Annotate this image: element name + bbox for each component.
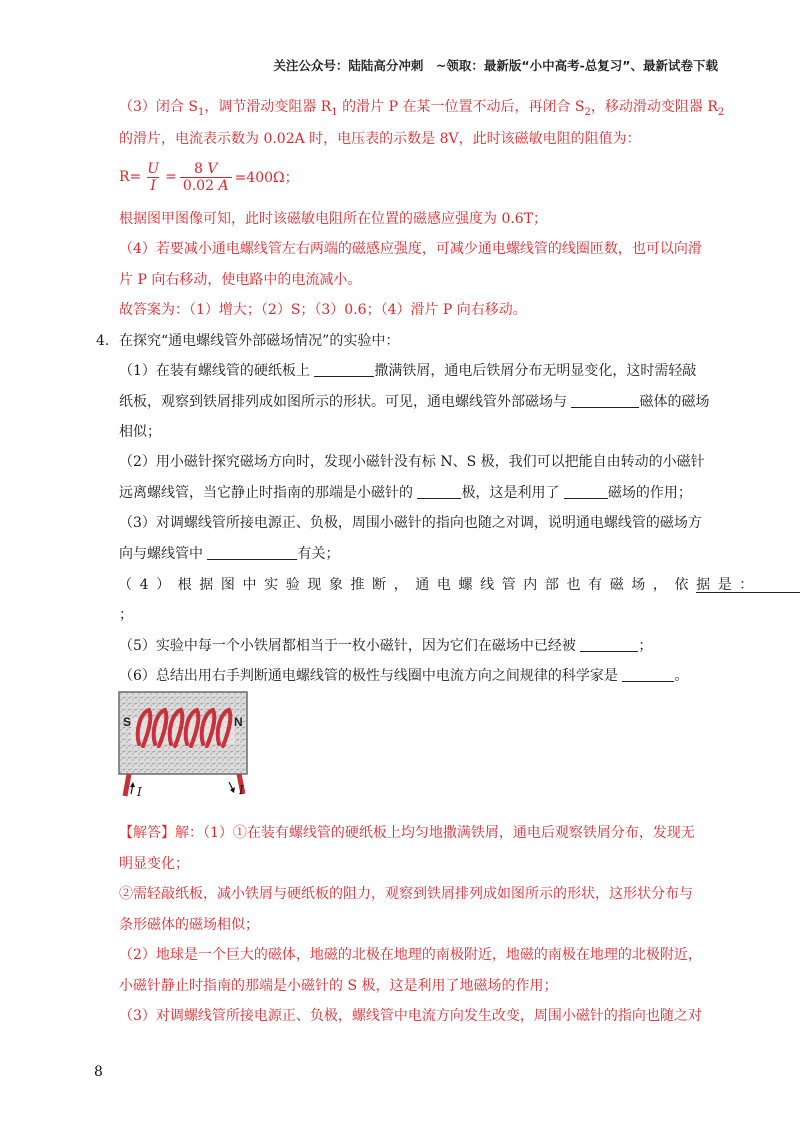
fraction-u-over-i: $\frac{U}{I}$	[147, 160, 160, 194]
question-part4-line1: （4）根据图中实验现象推断，通电螺线管内部也有磁场，依据是：	[118, 577, 761, 593]
solution4-line1: 【解答】解：（1）①在装有螺线管的硬纸板上均匀地撒满铁屑，通电后观察铁屑分布，发现无	[119, 825, 695, 841]
solution-part3-line3: 根据图甲图像可知，此时该磁敏电阻所在位置的磁感应强度为 0.6T；	[119, 211, 548, 227]
solenoid-figure	[117, 690, 249, 800]
lead-wires	[125, 774, 243, 796]
page-number: 8	[94, 1064, 103, 1080]
question-part5: （5）实验中每一个小铁屑都相当于一枚小磁针，因为它们在磁场中已经被 ；	[119, 638, 653, 654]
question-part2-line2: 远离螺线管，当它静止时指南的那端是小磁针的 极，这是利用了 磁场的作用；	[119, 485, 692, 501]
fraction-values: $\frac{8 V}{0.02 A}$	[180, 161, 232, 194]
question-part3-line1: （3）对调螺线管所接电源正、负极，周围小磁针的指向也随之对调，说明通电螺线管的磁场方	[119, 515, 702, 531]
pole-s-label: S	[123, 715, 132, 729]
question-part3-line2: 向与螺线管中 有关；	[119, 546, 340, 562]
question-part6: （6）总结出用右手判断通电螺线管的极性与线圈中电流方向之间规律的科学家是 。	[119, 668, 689, 684]
solution4-line6: 小磁针静止时指南的那端是小磁针的 S 极，这是利用了地磁场的作用；	[119, 978, 558, 994]
question-part2-line1: （2）用小磁针探究磁场方向时，发现小磁针没有标 N、S 极，我们可以把能自由转动的小磁针	[119, 454, 705, 470]
blank-8[interactable]	[622, 667, 674, 682]
question-part1-line2: 纸板，观察到铁屑排列成如图所示的形状。可见，通电螺线管外部磁场与 磁体的磁场	[119, 394, 710, 410]
question-stem: 在探究“通电螺线管外部磁场情况”的实验中：	[119, 333, 400, 349]
question-part4-line2: ；	[119, 607, 133, 623]
solution-part3-line1: （3）闭合 $S_1$，调节滑动变阻器 $R_1$ 的滑片 P 在某一位置不动后，再闭合 $S_2$，移动滑动变阻器 $R_2$	[119, 99, 725, 118]
solution-part3-line2: 的滑片，电流表示数为 0.02A 时，电压表的示数是 8V，此时该磁敏电阻的阻值为：	[119, 131, 641, 147]
blank-5[interactable]	[207, 545, 297, 560]
solution4-line5: （2）地球是一个巨大的磁体，地磁的北极在地理的南极附近，地磁的南极在地理的北极附近，	[119, 947, 702, 963]
blank-3[interactable]	[417, 484, 461, 499]
blank-6[interactable]	[696, 578, 800, 593]
question-part1-line1: （1）在装有螺线管的硬纸板上 撒满铁屑，通电后铁屑分布无明显变化，这时需轻敲	[119, 363, 697, 379]
current-label-right: I	[239, 783, 244, 797]
page-header: 关注公众号：陆陆高分冲刺 ~领取：最新版“小中高考-总复习”、最新试卷下载	[273, 58, 718, 73]
blank-1[interactable]	[314, 362, 374, 377]
current-arrow-right	[229, 782, 235, 793]
current-arrow-left	[130, 782, 135, 794]
current-label-left: I	[137, 785, 142, 799]
solution-part4-line1: （4）若要减小通电螺线管左右两端的磁感应强度，可减少通电螺线管的线圈匝数，也可以向滑	[119, 241, 702, 257]
question-part1-line3: 相似；	[119, 424, 161, 440]
pole-n-label: N	[234, 715, 243, 729]
solution4-line2: 明显变化；	[119, 856, 189, 872]
solution4-line3: ②需轻敲纸板，减小铁屑与硬纸板的阻力，观察到铁屑排列成如图所示的形状，这形状分布与	[119, 886, 693, 902]
blank-7[interactable]	[580, 637, 638, 652]
solution4-line7: （3）对调螺线管所接电源正、负极，螺线管中电流方向发生改变，周围小磁针的指向也随之对	[119, 1008, 702, 1024]
question-number: 4.	[96, 333, 110, 349]
resistance-formula: R= $\frac{U}{I}$ = $\frac{8 V}{0.02 A}$ =400Ω；	[119, 160, 299, 194]
answer-summary: 故答案为：（1）增大；（2）S；（3）0.6；（4）滑片 P 向右移动。	[119, 302, 527, 318]
blank-4[interactable]	[564, 484, 608, 499]
blank-2[interactable]	[571, 393, 639, 408]
solution-part4-line2: 片 P 向右移动，使电路中的电流减小。	[119, 272, 362, 288]
solution4-line4: 条形磁体的磁场相似；	[119, 917, 259, 933]
